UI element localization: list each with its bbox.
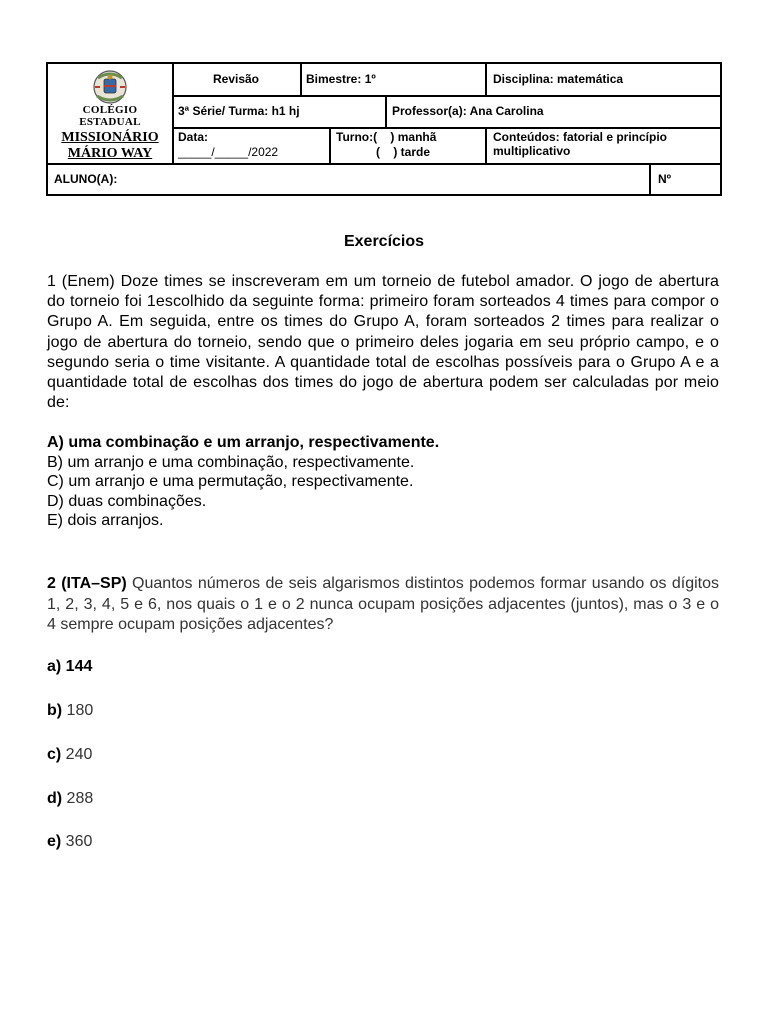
divider [172,127,720,129]
question-1-option-d: D) duas combinações. [47,492,207,510]
aluno-field[interactable]: ALUNO(A): [54,172,118,186]
data-label: Data: [178,130,209,144]
question-2-option-a-letter: a) [47,658,62,675]
question-1-option-e: E) dois arranjos. [47,512,164,529]
divider [485,127,487,163]
school-name-line1: COLÉGIO [82,104,138,116]
school-name-line3: MISSIONÁRIO [61,130,159,145]
professor-field: Professor(a): Ana Carolina [392,104,544,118]
question-2-lead: 2 (ITA–SP) [47,575,127,592]
divider [172,95,720,97]
question-1-option-c: C) um arranjo e uma permutação, respectivamente. [47,473,414,490]
divider [385,95,387,127]
question-1-options [47,433,439,531]
divider [649,163,651,194]
school-name-line4: MÁRIO WAY [67,146,153,161]
question-2-option-a [47,658,92,676]
divider [48,163,720,165]
question-2-option-e-value: 360 [61,833,93,850]
question-2-option-c-value: 240 [61,746,93,763]
question-1-option-a: A) uma combinação e um arranjo, respectivamente. [47,434,440,451]
question-2-option-d-value: 288 [62,790,94,807]
question-2-text: Quantos números de seis algarismos distintos podemos formar usando os dígitos 1, 2, 3, 4, 5 e 6, nos quais o 1 e o 2 nunca ocupam posições adjacentes (juntos), mas o 3 e o 4 sempre ocupam posições adjacentes? [47,575,720,633]
conteudos-field: Conteúdos: fatorial e princípio multiplicativo [493,130,668,158]
divider [485,64,487,95]
data-field[interactable]: _____/_____/2022 [178,145,279,159]
question-2-option-d-letter: d) [47,790,63,807]
question-2-option-b-letter: b) [47,702,63,719]
disciplina-field: Disciplina: matemática [493,72,624,86]
bimestre-field: Bimestre: 1º [306,72,376,86]
question-2-option-a-value: 144 [61,658,93,675]
question-2-option-e-letter: e) [47,833,62,850]
turno-manha-option[interactable]: Turno:( ) manhã [336,130,437,144]
question-2-option-c [47,746,92,764]
question-2-option-d [47,790,93,808]
question-2-option-c-letter: c) [47,746,62,763]
question-2-option-b [47,702,93,720]
divider [329,127,331,163]
school-logo-cell [48,64,172,163]
header-table [46,62,722,196]
question-1-text: 1 (Enem) Doze times se inscreveram em um torneio de futebol amador. O jogo de abertura do torneio foi 1escolhido da seguinte forma: primeiro foram sorteados 4 times para compor o Grupo A. Em seguida, entre os times do Grupo A, foram sorteados 2 times para realizar o jogo de abertura do torneio, sendo que o primeiro deles jogaria em seu próprio campo, e o segundo seria o time visitante. A quantidade total de escolhas possíveis para o Grupo A e a quantidade total de escolhas dos times do jogo de abertura podem ser calculadas por meio de: [47,273,719,412]
question-2-option-e [47,833,92,851]
turno-tarde-option[interactable]: ( ) tarde [376,145,431,159]
numero-field[interactable]: Nº [658,172,672,186]
revisao-label: Revisão [212,72,260,86]
school-crest-icon [90,68,130,106]
question-2-option-b-value: 180 [62,702,94,719]
school-name-line2: ESTADUAL [79,116,141,128]
page-title: Exercícios [343,233,425,250]
question-2 [47,574,719,636]
serie-turma-field: 3ª Série/ Turma: h1 hj [178,104,300,118]
divider [300,64,302,95]
question-1-option-b: B) um arranjo e uma combinação, respectivamente. [47,453,415,471]
